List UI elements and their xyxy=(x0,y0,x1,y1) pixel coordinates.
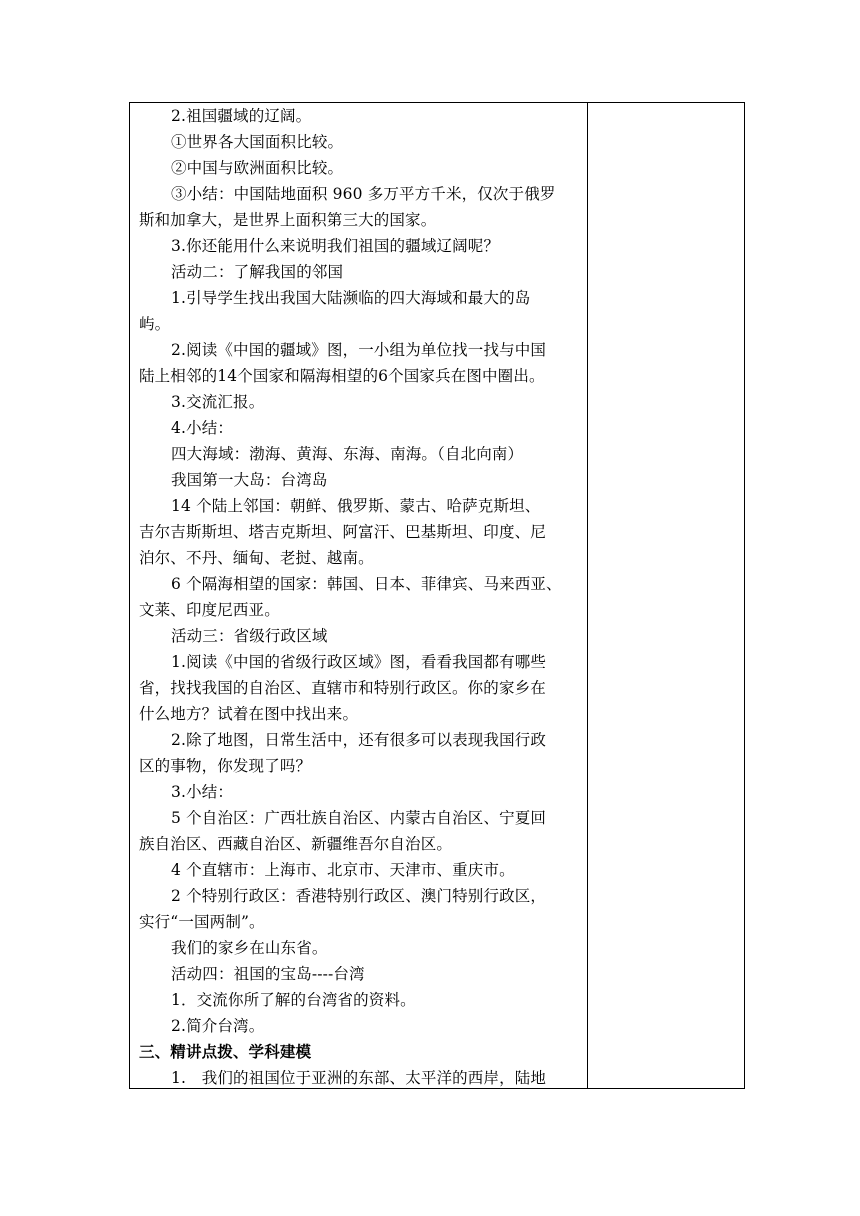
text-line: 我国第一大岛：台湾岛 xyxy=(171,471,328,489)
text-line: 4.小结： xyxy=(171,419,234,437)
text-line: 14 个陆上邻国：朝鲜、俄罗斯、蒙古、哈萨克斯坦、 xyxy=(171,497,541,515)
text-line: 四大海域：渤海、黄海、东海、南海。（自北向南） xyxy=(171,445,524,463)
text-line: 4 个直辖市：上海市、北京市、天津市、重庆市。 xyxy=(171,861,515,879)
text-line: 3.交流汇报。 xyxy=(171,393,265,411)
text-line: 1.引导学生找出我国大陆濒临的四大海域和最大的岛 xyxy=(171,289,531,307)
text-line: ②中国与欧洲面积比较。 xyxy=(171,159,344,177)
text-line: 斯和加拿大，是世界上面积第三大的国家。 xyxy=(139,211,437,229)
text-line: 区的事物，你发现了吗？ xyxy=(139,757,312,775)
text-line: 吉尔吉斯斯坦、塔吉克斯坦、阿富汗、巴基斯坦、印度、尼 xyxy=(139,523,546,541)
text-line: 6 个隔海相望的国家：韩国、日本、菲律宾、马来西亚、 xyxy=(171,575,562,593)
text-line: 1．交流你所了解的台湾省的资料。 xyxy=(171,991,416,1009)
text-line: ①世界各大国面积比较。 xyxy=(171,133,344,151)
text-line: 2 个特别行政区：香港特别行政区、澳门特别行政区， xyxy=(171,887,547,905)
text-line: ③小结：中国陆地面积 960 多万平方千米，仅次于俄罗 xyxy=(171,185,556,203)
text-line: 2.祖国疆域的辽阔。 xyxy=(171,107,312,125)
text-line: 实行“一国两制”。 xyxy=(139,913,265,931)
text-line: 3.你还能用什么来说明我们祖国的疆域辽阔呢？ xyxy=(171,237,500,255)
text-line: 什么地方？试着在图中找出来。 xyxy=(139,705,359,723)
text-line: 5 个自治区：广西壮族自治区、内蒙古自治区、宁夏回 xyxy=(171,809,547,827)
text-line: 泊尔、不丹、缅甸、老挝、越南。 xyxy=(139,549,374,567)
text-line: 省，找找我国的自治区、直辖市和特别行政区。你的家乡在 xyxy=(139,679,546,697)
text-line: 陆上相邻的14个国家和隔海相望的6个国家兵在图中圈出。 xyxy=(139,367,545,385)
text-line: 2.阅读《中国的疆域》图，一小组为单位找一找与中国 xyxy=(171,341,547,359)
section-heading: 三、精讲点拨、学科建模 xyxy=(139,1043,312,1061)
text-line: 1.阅读《中国的省级行政区域》图，看看我国都有哪些 xyxy=(171,653,547,671)
text-line: 2.简介台湾。 xyxy=(171,1017,265,1035)
activity-heading: 活动四：祖国的宝岛----台湾 xyxy=(171,965,365,983)
notes-cell xyxy=(588,103,744,1088)
text-line: 1. 我们的祖国位于亚洲的东部、太平洋的西岸，陆地 xyxy=(171,1069,547,1087)
text-line: 族自治区、西藏自治区、新疆维吾尔自治区。 xyxy=(139,835,453,853)
activity-heading: 活动三：省级行政区域 xyxy=(171,627,328,645)
text-line: 文莱、印度尼西亚。 xyxy=(139,601,280,619)
text-line: 3.小结： xyxy=(171,783,234,801)
activity-heading: 活动二：了解我国的邻国 xyxy=(171,263,344,281)
text-line: 2.除了地图，日常生活中，还有很多可以表现我国行政 xyxy=(171,731,547,749)
text-line: 我们的家乡在山东省。 xyxy=(171,939,328,957)
text-line: 屿。 xyxy=(139,315,171,333)
